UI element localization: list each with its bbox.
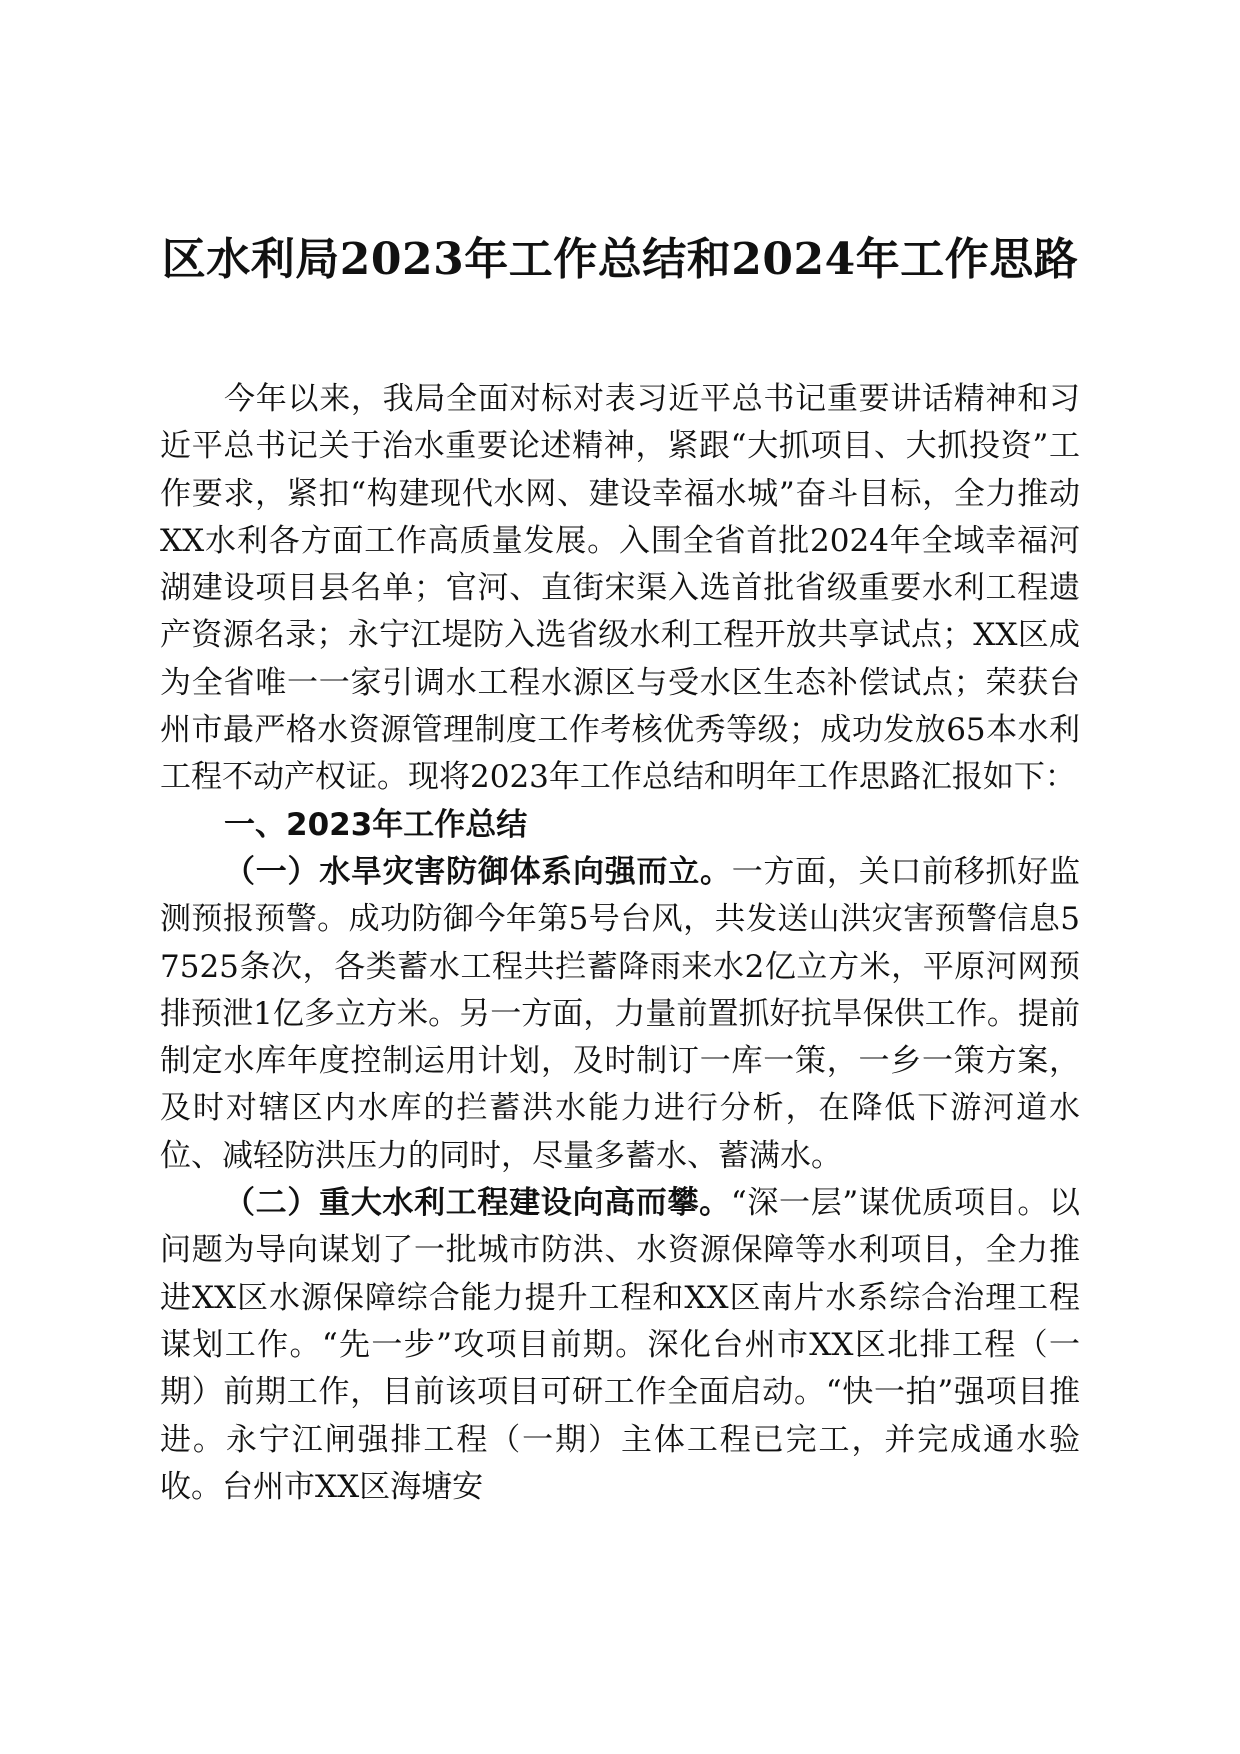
document-title: 区水利局2023年工作总结和2024年工作思路	[161, 234, 1079, 285]
subsection-heading: （一）水旱灾害防御体系向强而立。	[224, 853, 732, 890]
document-body	[160, 376, 1080, 1511]
section-heading-2023-summary: 一、2023年工作总结	[224, 806, 528, 843]
subsection-major-projects	[160, 1180, 1080, 1511]
subsection-body: “深一层”谋优质项目。以问题为导向谋划了一批城市防洪、水资源保障等水利项目，全力推进XX区水源保障综合能力提升工程和XX区南片水系综合治理工程谋划工作。“先一步”攻项目前期。深化台州市XX区北排工程（一期）前期工作，目前该项目可研工作全面启动。“快一拍”强项目推进。永宁江闸强排工程（一期）主体工程已完工，并完成通水验收。台州市XX区海塘安	[160, 1185, 1080, 1505]
subsection-body: 一方面，关口前移抓好监测预报预警。成功防御今年第5号台风，共发送山洪灾害预警信息57525条次，各类蓄水工程共拦蓄降雨来水2亿立方米，平原河网预排预泄1亿多立方米。另一方面，力量前置抓好抗旱保供工作。提前制定水库年度控制运用计划，及时制订一库一策，一乡一策方案，及时对辖区内水库的拦蓄洪水能力进行分析，在降低下游河道水位、减轻防洪压力的同时，尽量多蓄水、蓄满水。	[160, 853, 1081, 1174]
subsection-heading: （二）重大水利工程建设向高而攀。	[224, 1185, 731, 1222]
intro-paragraph: 今年以来，我局全面对标对表习近平总书记重要讲话精神和习近平总书记关于治水重要论述精神，紧跟“大抓项目、大抓投资”工作要求，紧扣“构建现代水网、建设幸福水城”奋斗目标，全力推动XX水利各方面工作高质量发展。入围全省首批2024年全域幸福河湖建设项目县名单；官河、直街宋渠入选首批省级重要水利工程遗产资源名录；永宁江堤防入选省级水利工程开放共享试点；XX区成为全省唯一一家引调水工程水源区与受水区生态补偿试点；荣获台州市最严格水资源管理制度工作考核优秀等级；成功发放65本水利工程不动产权证。现将2023年工作总结和明年工作思路汇报如下：	[160, 381, 1080, 796]
subsection-flood-drought-defense	[160, 849, 1080, 1180]
